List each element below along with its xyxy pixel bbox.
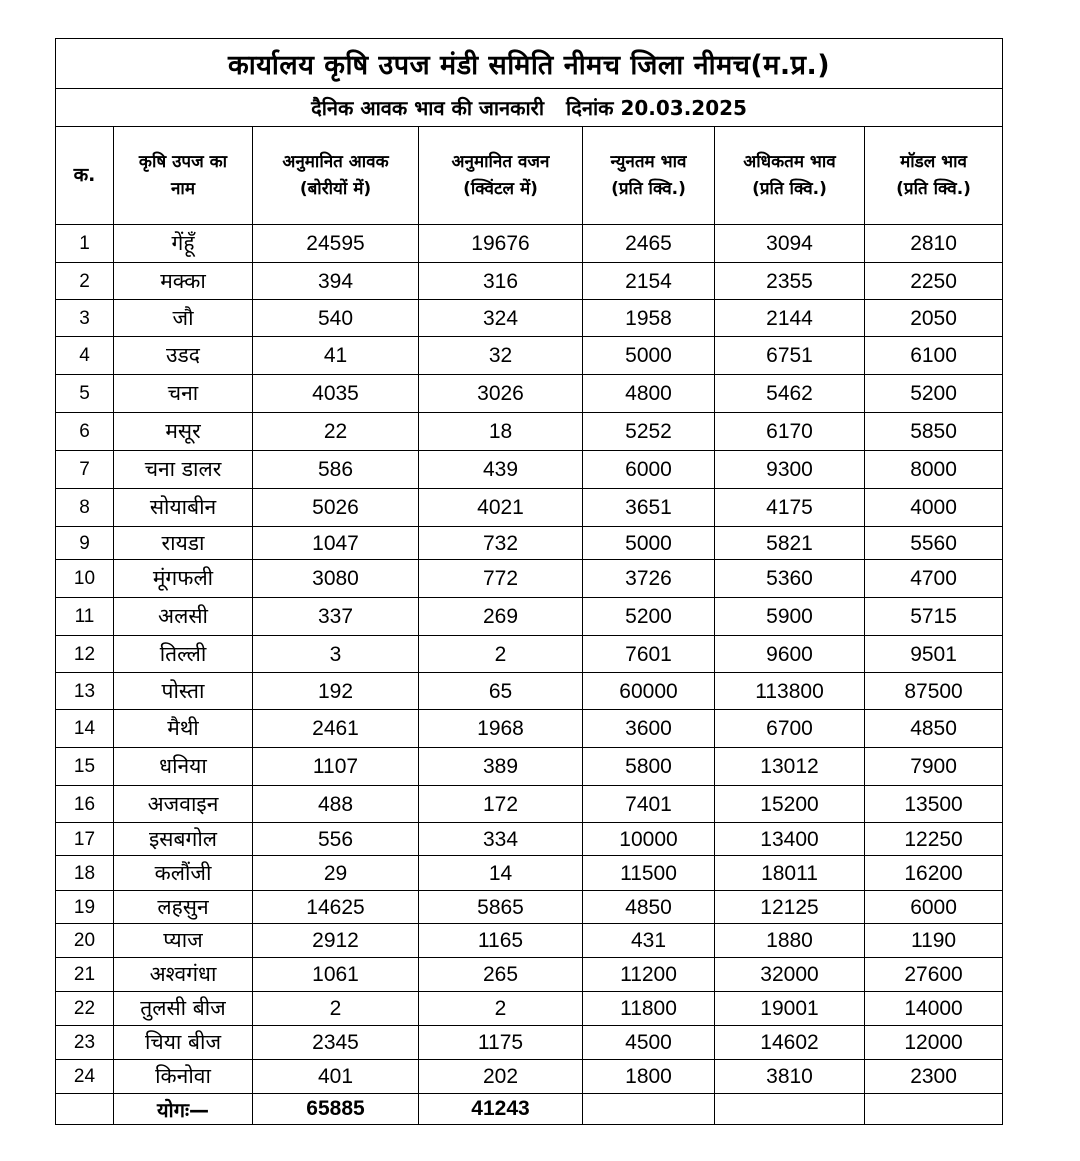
commodity-name-cell: तुलसी बीज bbox=[114, 992, 253, 1026]
arrival-quintal-cell: 269 bbox=[419, 598, 583, 636]
serial-cell: 22 bbox=[56, 992, 114, 1026]
office-title: कार्यालय कृषि उपज मंडी समिति नीमच जिला नीमच(म.प्र.) bbox=[56, 39, 1003, 89]
arrival-quintal-cell: 2 bbox=[419, 992, 583, 1026]
arrival-bags-cell: 2 bbox=[253, 992, 419, 1026]
modal-price-cell: 2810 bbox=[865, 225, 1003, 263]
table-row bbox=[56, 710, 1003, 748]
commodity-name-cell: प्याज bbox=[114, 924, 253, 958]
serial-cell: 15 bbox=[56, 748, 114, 786]
report-title: दैनिक आवक भाव की जानकारी bbox=[311, 96, 545, 120]
max-price-cell: 2144 bbox=[715, 300, 865, 337]
commodity-name-cell: मक्का bbox=[114, 263, 253, 300]
serial-cell: 18 bbox=[56, 856, 114, 891]
max-price-cell: 6700 bbox=[715, 710, 865, 748]
min-price-cell: 4850 bbox=[583, 891, 715, 924]
modal-price-cell: 8000 bbox=[865, 451, 1003, 489]
report-date: दिनांक 20.03.2025 bbox=[566, 96, 747, 120]
modal-price-cell: 14000 bbox=[865, 992, 1003, 1026]
commodity-name-cell: कलौंजी bbox=[114, 856, 253, 891]
table-row bbox=[56, 748, 1003, 786]
max-price-cell: 3810 bbox=[715, 1060, 865, 1094]
arrival-bags-cell: 586 bbox=[253, 451, 419, 489]
modal-price-cell: 87500 bbox=[865, 673, 1003, 710]
serial-cell: 12 bbox=[56, 636, 114, 673]
max-price-cell: 13012 bbox=[715, 748, 865, 786]
arrival-bags-cell: 2461 bbox=[253, 710, 419, 748]
table-row bbox=[56, 225, 1003, 263]
min-price-cell: 5000 bbox=[583, 337, 715, 375]
min-price-cell: 3600 bbox=[583, 710, 715, 748]
min-price-cell: 11800 bbox=[583, 992, 715, 1026]
arrival-quintal-cell: 19676 bbox=[419, 225, 583, 263]
arrival-quintal-cell: 18 bbox=[419, 413, 583, 451]
column-header-modal-price-line2: (प्रति क्वि.) bbox=[896, 178, 971, 199]
commodity-name-cell: लहसुन bbox=[114, 891, 253, 924]
arrival-bags-cell: 556 bbox=[253, 823, 419, 856]
arrival-quintal-cell: 316 bbox=[419, 263, 583, 300]
arrival-quintal-cell: 324 bbox=[419, 300, 583, 337]
max-price-cell: 14602 bbox=[715, 1026, 865, 1060]
arrival-bags-cell: 401 bbox=[253, 1060, 419, 1094]
serial-cell: 11 bbox=[56, 598, 114, 636]
modal-price-cell: 16200 bbox=[865, 856, 1003, 891]
modal-price-cell: 4000 bbox=[865, 489, 1003, 527]
column-header-min-price-line1: न्युनतम भाव bbox=[610, 151, 687, 172]
serial-cell: 21 bbox=[56, 958, 114, 992]
column-header-commodity-line1: कृषि उपज का bbox=[138, 151, 228, 172]
arrival-quintal-cell: 439 bbox=[419, 451, 583, 489]
commodity-name-cell: अलसी bbox=[114, 598, 253, 636]
min-price-cell: 7401 bbox=[583, 786, 715, 823]
modal-price-cell: 2050 bbox=[865, 300, 1003, 337]
max-price-cell: 9300 bbox=[715, 451, 865, 489]
min-price-cell: 5200 bbox=[583, 598, 715, 636]
column-header-modal-price-line1: मॉडल भाव bbox=[900, 151, 967, 172]
serial-cell: 4 bbox=[56, 337, 114, 375]
min-price-cell: 6000 bbox=[583, 451, 715, 489]
serial-cell: 1 bbox=[56, 225, 114, 263]
arrival-quintal-cell: 1175 bbox=[419, 1026, 583, 1060]
max-price-cell: 5821 bbox=[715, 527, 865, 560]
modal-price-cell: 1190 bbox=[865, 924, 1003, 958]
arrival-bags-cell: 1107 bbox=[253, 748, 419, 786]
column-header-min-price-line2: (प्रति क्वि.) bbox=[611, 178, 686, 199]
column-header-modal-price bbox=[865, 127, 1003, 225]
serial-cell: 16 bbox=[56, 786, 114, 823]
commodity-name-cell: रायडा bbox=[114, 527, 253, 560]
modal-price-cell: 2300 bbox=[865, 1060, 1003, 1094]
commodity-name-cell: उडद bbox=[114, 337, 253, 375]
arrival-quintal-cell: 3026 bbox=[419, 375, 583, 413]
arrival-bags-cell: 29 bbox=[253, 856, 419, 891]
min-price-cell: 431 bbox=[583, 924, 715, 958]
max-price-cell: 13400 bbox=[715, 823, 865, 856]
commodity-name-cell: इसबगोल bbox=[114, 823, 253, 856]
arrival-bags-cell: 488 bbox=[253, 786, 419, 823]
min-price-cell: 5800 bbox=[583, 748, 715, 786]
modal-price-cell: 5850 bbox=[865, 413, 1003, 451]
min-price-cell: 5252 bbox=[583, 413, 715, 451]
max-price-cell: 4175 bbox=[715, 489, 865, 527]
min-price-cell: 10000 bbox=[583, 823, 715, 856]
column-header-arrival-bags bbox=[253, 127, 419, 225]
serial-cell: 20 bbox=[56, 924, 114, 958]
commodity-name-cell: जौ bbox=[114, 300, 253, 337]
serial-cell: 5 bbox=[56, 375, 114, 413]
total-empty-cell bbox=[865, 1094, 1003, 1125]
arrival-quintal-cell: 65 bbox=[419, 673, 583, 710]
commodity-name-cell: तिल्ली bbox=[114, 636, 253, 673]
commodity-name-cell: मैथी bbox=[114, 710, 253, 748]
table-row bbox=[56, 451, 1003, 489]
serial-cell: 13 bbox=[56, 673, 114, 710]
commodity-name-cell: अजवाइन bbox=[114, 786, 253, 823]
column-header-max-price bbox=[715, 127, 865, 225]
column-header-arrival-quintal-line2: (क्विंटल में) bbox=[463, 178, 538, 199]
arrival-bags-cell: 41 bbox=[253, 337, 419, 375]
min-price-cell: 4800 bbox=[583, 375, 715, 413]
table-row bbox=[56, 300, 1003, 337]
serial-cell: 9 bbox=[56, 527, 114, 560]
modal-price-cell: 6100 bbox=[865, 337, 1003, 375]
column-header-arrival-bags-line2: (बोरीयों में) bbox=[299, 178, 372, 199]
arrival-quintal-cell: 265 bbox=[419, 958, 583, 992]
arrival-quintal-cell: 2 bbox=[419, 636, 583, 673]
min-price-cell: 11500 bbox=[583, 856, 715, 891]
arrival-bags-cell: 3080 bbox=[253, 560, 419, 598]
max-price-cell: 9600 bbox=[715, 636, 865, 673]
commodity-name-cell: पोस्ता bbox=[114, 673, 253, 710]
commodity-name-cell: मूंगफली bbox=[114, 560, 253, 598]
column-header-arrival-quintal-line1: अनुमानित वजन bbox=[451, 151, 550, 172]
max-price-cell: 1880 bbox=[715, 924, 865, 958]
modal-price-cell: 12250 bbox=[865, 823, 1003, 856]
table-row bbox=[56, 375, 1003, 413]
total-arrival-quintal: 41243 bbox=[419, 1094, 583, 1125]
max-price-cell: 19001 bbox=[715, 992, 865, 1026]
arrival-bags-cell: 2345 bbox=[253, 1026, 419, 1060]
arrival-bags-cell: 1047 bbox=[253, 527, 419, 560]
arrival-bags-cell: 540 bbox=[253, 300, 419, 337]
total-arrival-bags: 65885 bbox=[253, 1094, 419, 1125]
table-row bbox=[56, 636, 1003, 673]
column-header-commodity-line2: नाम bbox=[170, 178, 195, 199]
modal-price-cell: 2250 bbox=[865, 263, 1003, 300]
total-label: योगः— bbox=[114, 1094, 253, 1125]
table-row bbox=[56, 413, 1003, 451]
arrival-quintal-cell: 1165 bbox=[419, 924, 583, 958]
max-price-cell: 3094 bbox=[715, 225, 865, 263]
table-row bbox=[56, 823, 1003, 856]
modal-price-cell: 5560 bbox=[865, 527, 1003, 560]
modal-price-cell: 12000 bbox=[865, 1026, 1003, 1060]
serial-cell: 14 bbox=[56, 710, 114, 748]
max-price-cell: 5462 bbox=[715, 375, 865, 413]
total-empty-cell bbox=[56, 1094, 114, 1125]
min-price-cell: 7601 bbox=[583, 636, 715, 673]
serial-cell: 2 bbox=[56, 263, 114, 300]
commodity-name-cell: चना bbox=[114, 375, 253, 413]
min-price-cell: 2465 bbox=[583, 225, 715, 263]
total-empty-cell bbox=[583, 1094, 715, 1125]
max-price-cell: 6751 bbox=[715, 337, 865, 375]
table-row bbox=[56, 337, 1003, 375]
report-subtitle bbox=[56, 89, 1003, 127]
serial-cell: 10 bbox=[56, 560, 114, 598]
arrival-bags-cell: 14625 bbox=[253, 891, 419, 924]
total-row bbox=[56, 1094, 1003, 1125]
serial-cell: 6 bbox=[56, 413, 114, 451]
table-row bbox=[56, 560, 1003, 598]
serial-cell: 19 bbox=[56, 891, 114, 924]
max-price-cell: 6170 bbox=[715, 413, 865, 451]
table-row bbox=[56, 891, 1003, 924]
table-row bbox=[56, 1060, 1003, 1094]
modal-price-cell: 13500 bbox=[865, 786, 1003, 823]
table-row bbox=[56, 958, 1003, 992]
arrival-bags-cell: 2912 bbox=[253, 924, 419, 958]
modal-price-cell: 5715 bbox=[865, 598, 1003, 636]
table-row bbox=[56, 263, 1003, 300]
max-price-cell: 2355 bbox=[715, 263, 865, 300]
serial-cell: 7 bbox=[56, 451, 114, 489]
column-header-max-price-line1: अधिकतम भाव bbox=[743, 151, 836, 172]
max-price-cell: 5360 bbox=[715, 560, 865, 598]
arrival-bags-cell: 22 bbox=[253, 413, 419, 451]
min-price-cell: 5000 bbox=[583, 527, 715, 560]
serial-cell: 17 bbox=[56, 823, 114, 856]
modal-price-cell: 5200 bbox=[865, 375, 1003, 413]
arrival-quintal-cell: 14 bbox=[419, 856, 583, 891]
table-row bbox=[56, 673, 1003, 710]
modal-price-cell: 27600 bbox=[865, 958, 1003, 992]
commodity-name-cell: चिया बीज bbox=[114, 1026, 253, 1060]
max-price-cell: 12125 bbox=[715, 891, 865, 924]
arrival-bags-cell: 337 bbox=[253, 598, 419, 636]
arrival-quintal-cell: 732 bbox=[419, 527, 583, 560]
column-header-max-price-line2: (प्रति क्वि.) bbox=[752, 178, 827, 199]
arrival-bags-cell: 24595 bbox=[253, 225, 419, 263]
min-price-cell: 3726 bbox=[583, 560, 715, 598]
max-price-cell: 18011 bbox=[715, 856, 865, 891]
arrival-quintal-cell: 1968 bbox=[419, 710, 583, 748]
max-price-cell: 32000 bbox=[715, 958, 865, 992]
arrival-quintal-cell: 202 bbox=[419, 1060, 583, 1094]
min-price-cell: 60000 bbox=[583, 673, 715, 710]
arrival-quintal-cell: 389 bbox=[419, 748, 583, 786]
commodity-name-cell: गेंहूँ bbox=[114, 225, 253, 263]
min-price-cell: 3651 bbox=[583, 489, 715, 527]
arrival-quintal-cell: 172 bbox=[419, 786, 583, 823]
arrival-bags-cell: 1061 bbox=[253, 958, 419, 992]
mandi-arrival-price-table bbox=[55, 38, 1003, 1125]
serial-cell: 3 bbox=[56, 300, 114, 337]
table-row bbox=[56, 992, 1003, 1026]
arrival-bags-cell: 4035 bbox=[253, 375, 419, 413]
min-price-cell: 1800 bbox=[583, 1060, 715, 1094]
table-row bbox=[56, 786, 1003, 823]
modal-price-cell: 6000 bbox=[865, 891, 1003, 924]
serial-cell: 23 bbox=[56, 1026, 114, 1060]
min-price-cell: 2154 bbox=[583, 263, 715, 300]
serial-cell: 8 bbox=[56, 489, 114, 527]
arrival-bags-cell: 394 bbox=[253, 263, 419, 300]
column-header-commodity bbox=[114, 127, 253, 225]
column-header-serial: क. bbox=[56, 127, 114, 225]
table-row bbox=[56, 598, 1003, 636]
table-row bbox=[56, 489, 1003, 527]
table-row bbox=[56, 856, 1003, 891]
commodity-name-cell: धनिया bbox=[114, 748, 253, 786]
max-price-cell: 5900 bbox=[715, 598, 865, 636]
column-header-arrival-quintal bbox=[419, 127, 583, 225]
arrival-quintal-cell: 4021 bbox=[419, 489, 583, 527]
min-price-cell: 4500 bbox=[583, 1026, 715, 1060]
min-price-cell: 11200 bbox=[583, 958, 715, 992]
commodity-name-cell: चना डालर bbox=[114, 451, 253, 489]
arrival-bags-cell: 5026 bbox=[253, 489, 419, 527]
arrival-quintal-cell: 334 bbox=[419, 823, 583, 856]
table-row bbox=[56, 924, 1003, 958]
max-price-cell: 15200 bbox=[715, 786, 865, 823]
column-header-min-price bbox=[583, 127, 715, 225]
modal-price-cell: 9501 bbox=[865, 636, 1003, 673]
arrival-quintal-cell: 32 bbox=[419, 337, 583, 375]
serial-cell: 24 bbox=[56, 1060, 114, 1094]
total-empty-cell bbox=[715, 1094, 865, 1125]
max-price-cell: 113800 bbox=[715, 673, 865, 710]
modal-price-cell: 7900 bbox=[865, 748, 1003, 786]
commodity-name-cell: किनोवा bbox=[114, 1060, 253, 1094]
modal-price-cell: 4850 bbox=[865, 710, 1003, 748]
table-row bbox=[56, 527, 1003, 560]
table-row bbox=[56, 1026, 1003, 1060]
arrival-bags-cell: 192 bbox=[253, 673, 419, 710]
commodity-name-cell: मसूर bbox=[114, 413, 253, 451]
min-price-cell: 1958 bbox=[583, 300, 715, 337]
column-header-arrival-bags-line1: अनुमानित आवक bbox=[282, 151, 389, 172]
arrival-quintal-cell: 772 bbox=[419, 560, 583, 598]
modal-price-cell: 4700 bbox=[865, 560, 1003, 598]
commodity-name-cell: अश्वगंधा bbox=[114, 958, 253, 992]
arrival-bags-cell: 3 bbox=[253, 636, 419, 673]
arrival-quintal-cell: 5865 bbox=[419, 891, 583, 924]
commodity-name-cell: सोयाबीन bbox=[114, 489, 253, 527]
